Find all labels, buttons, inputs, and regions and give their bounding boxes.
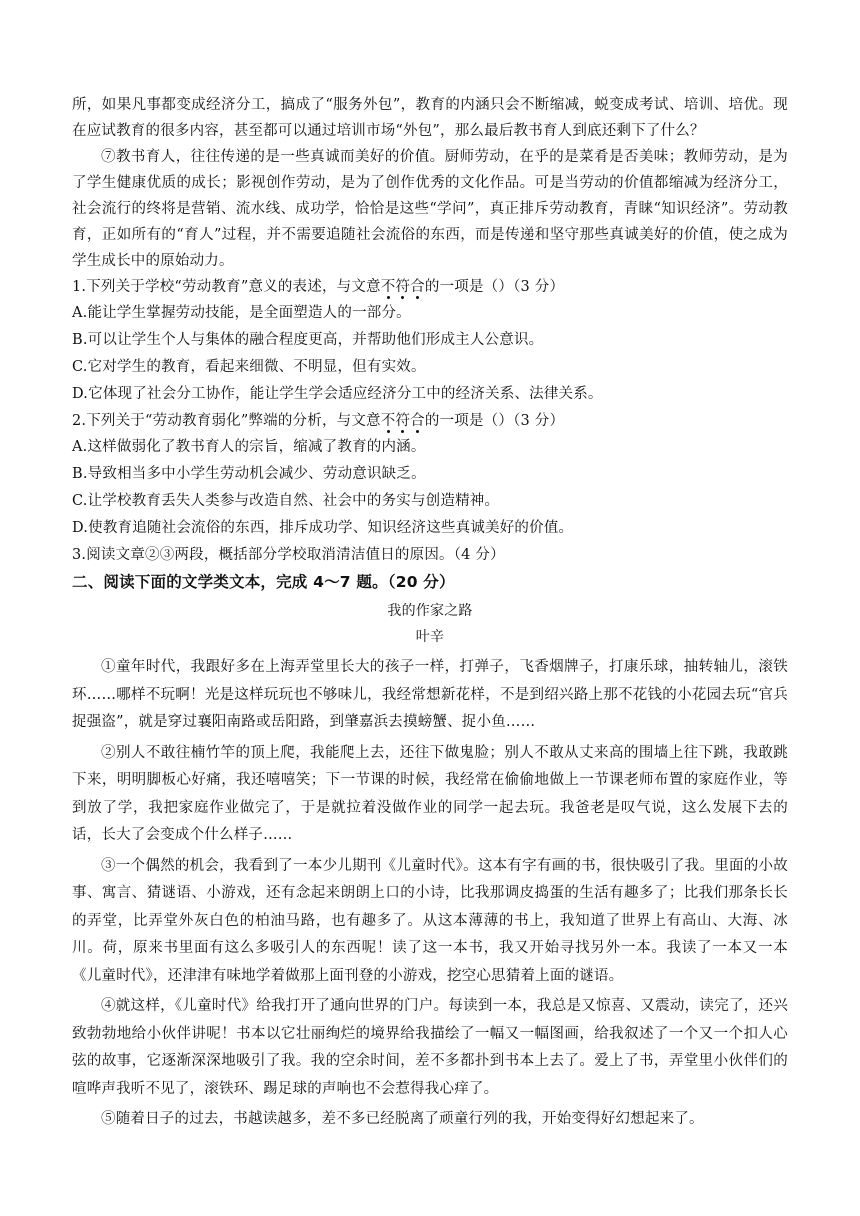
emphasis-char: 符: [395, 413, 411, 429]
article-title: 我的作家之路: [387, 603, 473, 619]
article-body: [72, 654, 788, 1134]
article-paragraph-4: ④就这样，《儿童时代》给我打开了通向世界的门户。每读到一本，我总是又惊喜、又震动，读完了，还兴致勃勃地给小伙伴讲呢！书本以它壮丽绚烂的境界给我描绘了一幅又一幅图画，给我叙述了一个又一个扣人心弦的故事，它逐渐深深地吸引了我。我的空余时间，差不多都扑到书本上去了。爱上了书，弄堂里小伙伴们的喧哗声我听不见了，滚铁环、踢足球的声响也不会惹得我心痒了。: [72, 998, 788, 1097]
exam-page: [72, 92, 788, 1137]
question-2-stem: 2.下列关于“劳动教育弱化”弊端的分析，与文意不符合的一项是（）（3 分）: [72, 413, 565, 429]
article-paragraph-1: ①童年时代，我跟好多在上海弄堂里长大的孩子一样，打弹子，飞香烟牌子，打康乐球，抽转轴儿，滚铁环……哪样不玩啊！光是这样玩玩也不够味儿，我经常想新花样，不是到绍兴路上那不花钱的小花园去玩“官兵捉强盗”，就是穿过襄阳南路或岳阳路，到肇嘉浜去摸螃蟹、捉小鱼……: [72, 659, 788, 730]
article-author: 叶辛: [415, 629, 445, 645]
question-3: 3.阅读文章②③两段，概括部分学校取消清洁值日的原因。（4 分）: [72, 547, 505, 563]
question-2-option-d: D.使教育追随社会流俗的东西，排斥成功学、知识经济这些真诚美好的价值。: [72, 520, 574, 536]
article-paragraph-5: ⑤随着日子的过去，书越读越多，差不多已经脱离了顽童行列的我，开始变得好幻想起来了。: [101, 1111, 704, 1127]
section-2: [72, 568, 788, 1134]
passage-paragraph-continued: 所，如果凡事都变成经济分工，搞成了“服务外包”，教育的内涵只会不断缩减，蜕变成考试、培训、培优。现在应试教育的很多内容，甚至都可以通过培训市场“外包”，那么最后教书育人到底还剩下了什么？: [72, 97, 788, 139]
emphasis-char: 符: [395, 279, 411, 295]
question-1-option-c: C.它对学生的教育，看起来细微、不明显，但有实效。: [72, 359, 426, 375]
question-2: [72, 408, 788, 542]
question-2-option-b: B.导致相当多中小学生劳动机会减少、劳动意识缺乏。: [72, 466, 426, 482]
emphasis-char: 不: [380, 279, 396, 295]
question-1: [72, 274, 788, 408]
question-1-option-d: D.它体现了社会分工协作，能让学生学会适应经济分工中的经济关系、法律关系。: [72, 386, 603, 402]
question-1-option-b: B.可以让学生个人与集体的融合程度更高，并帮助他们形成主人公意识。: [72, 332, 544, 348]
article-paragraph-2: ②别人不敢往楠竹竿的顶上爬，我能爬上去，还往下做鬼脸；别人不敢从丈来高的围墙上往下跳，我敢跳下来，明明脚板心好痛，我还嘻嘻笑；下一节课的时候，我经常在偷偷地做上一节课老师布置的家庭作业，等到放了学，我把家庭作业做完了，于是就拉着没做作业的同学一起去玩。我爸老是叹气说，这么发展下去的话，长大了会变成个什么样子……: [72, 744, 788, 843]
article-paragraph-3: ③一个偶然的机会，我看到了一本少儿期刊《儿童时代》。这本有字有画的书，很快吸引了我。里面的小故事、寓言、猜谜语、小游戏，还有念起来朗朗上口的小诗，比我那调皮捣蛋的生活有趣多了；比我们那条长长的弄堂，比弄堂外灰白色的柏油马路，也有趣多了。从这本薄薄的书上，我知道了世界上有高山、大海、冰川。荷，原来书里面有这么多吸引人的东西呢！读了这一本书，我又开始寻找另外一本。我读了一本又一本《儿童时代》，还津津有味地学着做那上面刊登的小游戏，挖空心思猜着上面的谜语。: [72, 857, 788, 984]
question-2-option-c: C.让学校教育丢失人类参与改造自然、社会中的务实与创造精神。: [72, 493, 500, 509]
question-1-option-a: A.能让学生掌握劳动技能，是全面塑造人的一部分。: [72, 305, 411, 321]
emphasis-char: 合: [410, 279, 425, 295]
emphasis-char: 合: [410, 413, 425, 429]
section-2-heading: 二、阅读下面的文学类文本，完成 4～7 题。（20 分）: [72, 573, 455, 591]
question-2-option-a: A.这样做弱化了教书育人的宗旨，缩减了教育的内涵。: [72, 439, 426, 455]
passage-1: [72, 92, 788, 274]
emphasis-char: 不: [380, 413, 396, 429]
question-1-stem: 1.下列关于学校“劳动教育”意义的表述，与文意不符合的一项是（）（3 分）: [72, 279, 565, 295]
passage-paragraph-7: ⑦教书育人，往往传递的是一些真诚而美好的价值。厨师劳动，在乎的是菜肴是否美味；教师劳动，是为了学生健康优质的成长；影视创作劳动，是为了创作优秀的文化作品。可是当劳动的价值都缩减为经济分工，社会流行的终将是营销、流水线、成功学，恰恰是这些“学问”，真正排斥劳动教育，青睐“知识经济”。劳动教育，正如所有的“育人”过程，并不需要追随社会流俗的东西，而是传递和坚守那些真诚美好的价值，使之成为学生成长中的原始动力。: [72, 149, 788, 269]
